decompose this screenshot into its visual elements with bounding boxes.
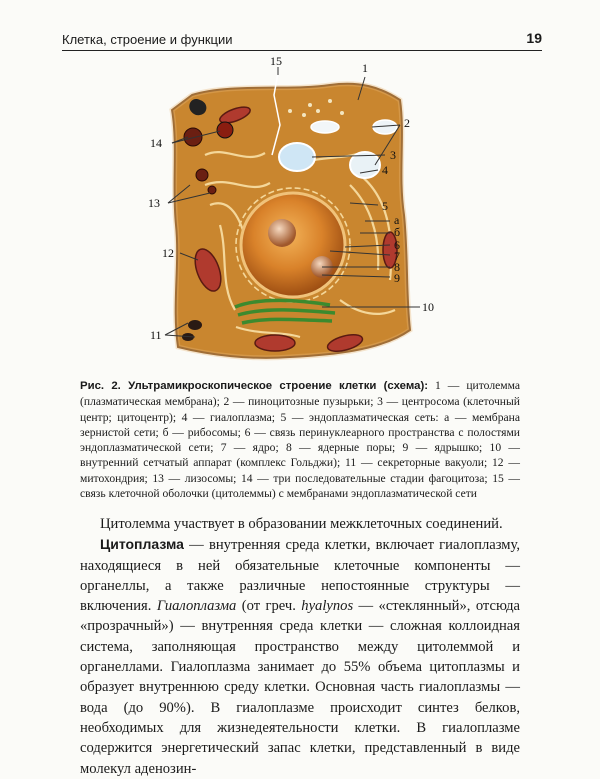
caption-text: 1 — цитолемма (плазматическая мембрана); 2 — пиноцитозные пузырьки; 3 — центросома (клеточный центр; цитоцентр); 4 — гиалоплазма; 5 — эндоплазматическая сеть: а — мембрана зернистой сети; б — рибосомы; 6 — связь перинуклеарного пространства с полостями эндоплазматической сети; 7 — ядро; 8 — ядерные поры; 9 — ядрышко; 10 — внутренний сетчатый аппарат (комплекс Гольджи); 11 — секреторные вакуоли; 12 — митохондрия; 13 — лизосомы; 14 — три последовательные стадии фагоцитоза; 15 — связь клеточной оболочки (цитолеммы) с мембранами эндоплазматической сети (80, 379, 520, 501)
nucleolus (268, 219, 296, 247)
fig-label-4: 4 (382, 163, 388, 177)
fig-label-7: 7 (394, 249, 400, 263)
body-text (80, 514, 520, 779)
term-hyalynos: hyalynos (301, 598, 354, 615)
nucleus (241, 193, 345, 297)
fig-label-5: 5 (382, 199, 388, 213)
paragraph-cytolemma: Цитолемма участвует в образовании межклеточных соединений. (100, 516, 503, 532)
cell-figure (60, 55, 540, 385)
fig-label-2: 2 (404, 116, 410, 130)
fig-label-14: 14 (150, 136, 162, 150)
fig-label-10: 10 (422, 300, 434, 314)
running-header (62, 28, 542, 51)
fig-label-1: 1 (362, 61, 368, 75)
fig-label-13: 13 (148, 196, 160, 210)
paragraph-cytoplasm: Цитоплазма — внутренняя среда клетки, включает гиалоплазму, находящиеся в ней обязательные клеточные компоненты — органеллы, а также различные непостоянные структуры — включения. Гиалоплазма (от греч. hyalynos — «стеклянный», отсюда «прозрачный») — внутренняя среда клетки — сложная коллоидная система, заполняющая пространство между цитолеммой и органеллами. Гиалоплазма занимает до 55% объема цитоплазмы и образует внутреннюю среду клетки. Основная часть гиалоплазмы — вода (до 90%). В гиалоплазме происходит синтез белков, необходимых для жизнедеятельности клетки. В гиалоплазме содержится энергетический запас клетки, представленный в виде молекул аденозин- (80, 536, 521, 777)
fig-label-a: а (394, 213, 400, 227)
caption-lead: Рис. 2. Ультрамикроскопическое строение клетки (схема): (80, 380, 429, 392)
term-cytoplasm: Цитоплазма (100, 536, 184, 553)
term-hyaloplasm: Гиалоплазма (156, 598, 237, 615)
figure-caption (80, 378, 520, 501)
fig-label-11: 11 (150, 328, 162, 342)
page-number: 19 (526, 30, 542, 46)
fig-label-b: б (394, 225, 401, 239)
fig-label-15: 15 (270, 55, 282, 68)
cell-diagram-illustration (60, 55, 540, 385)
header-title: Клетка, строение и функции (62, 32, 233, 47)
centrosome (279, 143, 315, 171)
fig-label-9: 9 (394, 271, 400, 285)
fig-label-8: 8 (394, 260, 400, 274)
fig-label-6: 6 (394, 238, 400, 252)
fig-label-12: 12 (162, 246, 174, 260)
fig-label-3: 3 (390, 148, 396, 162)
